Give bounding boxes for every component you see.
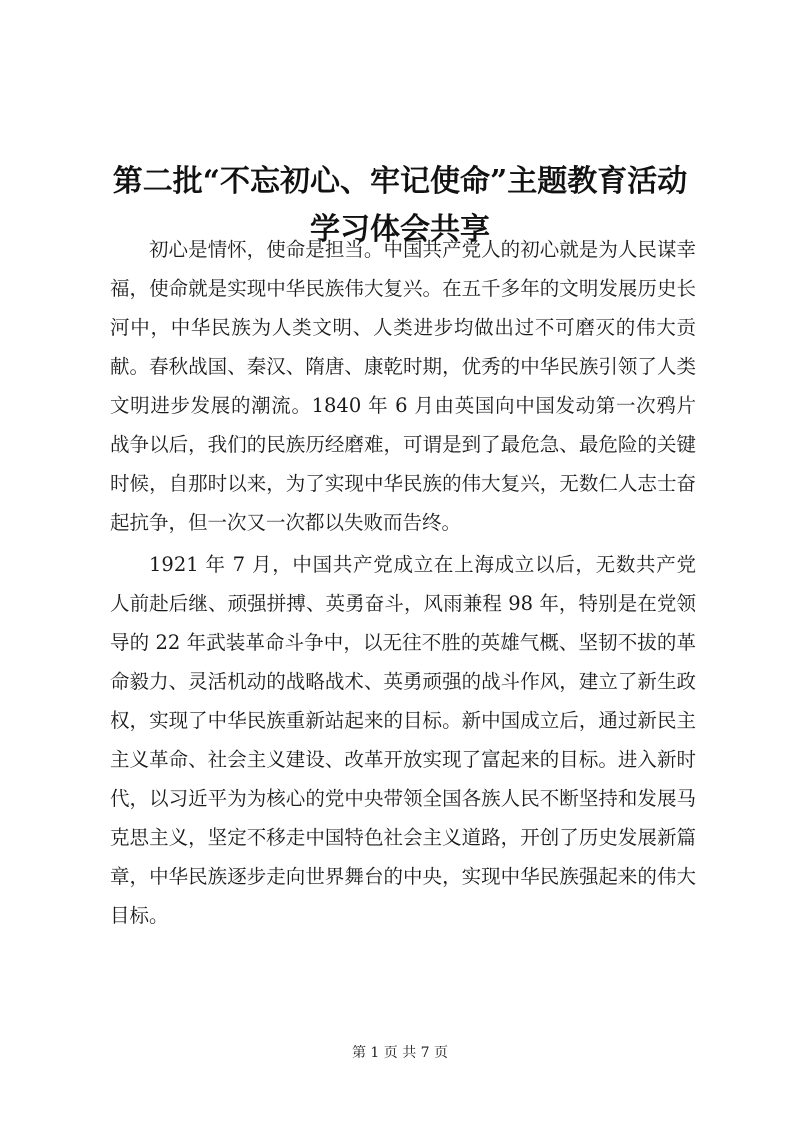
page-footer <box>0 1042 800 1062</box>
title-line-2: 学习体会共享 <box>310 212 490 248</box>
document-body <box>110 230 696 938</box>
paragraph-1: 初心是情怀，使命是担当。中国共产党人的初心就是为人民谋幸福，使命就是实现中华民族伟大复兴。在五千多年的文明发展历史长河中，中华民族为人类文明、人类进步均做出过不可磨灭的伟大贡献。春秋战国、秦汉、隋唐、康乾时期，优秀的中华民族引领了人类文明进步发展的潮流。1840 年 6 月由英国向中国发动第一次鸦片战争以后，我们的民族历经磨难，可谓是到了最危急、最危险的关键时候，自那时以来，为了实现中华民族的伟大复兴，无数仁人志士奋起抗争，但一次又一次都以失败而告终。 <box>110 238 696 534</box>
paragraph-2: 1921 年 7 月，中国共产党成立在上海成立以后，无数共产党人前赴后继、顽强拼搏、英勇奋斗，风雨兼程 98 年，特别是在党领导的 22 年武装革命斗争中，以无往不胜的英雄气概、坚韧不拔的革命毅力、灵活机动的战略战术、英勇顽强的战斗作风，建立了新生政权，实现了中华民族重新站起来的目标。新中国成立后，通过新民主主义革命、社会主义建设、改革开放实现了富起来的目标。进入新时代，以习近平为为核心的党中央带领全国各族人民不断坚持和发展马克思主义，坚定不移走中国特色社会主义道路，开创了历史发展新篇章，中华民族逐步走向世界舞台的中央，实现中华民族强起来的伟大目标。 <box>110 553 696 927</box>
page-indicator: 第 1 页 共 7 页 <box>351 1045 449 1061</box>
title-line-1: 第二批“不忘初心、牢记使命”主题教育活动 <box>112 164 688 200</box>
